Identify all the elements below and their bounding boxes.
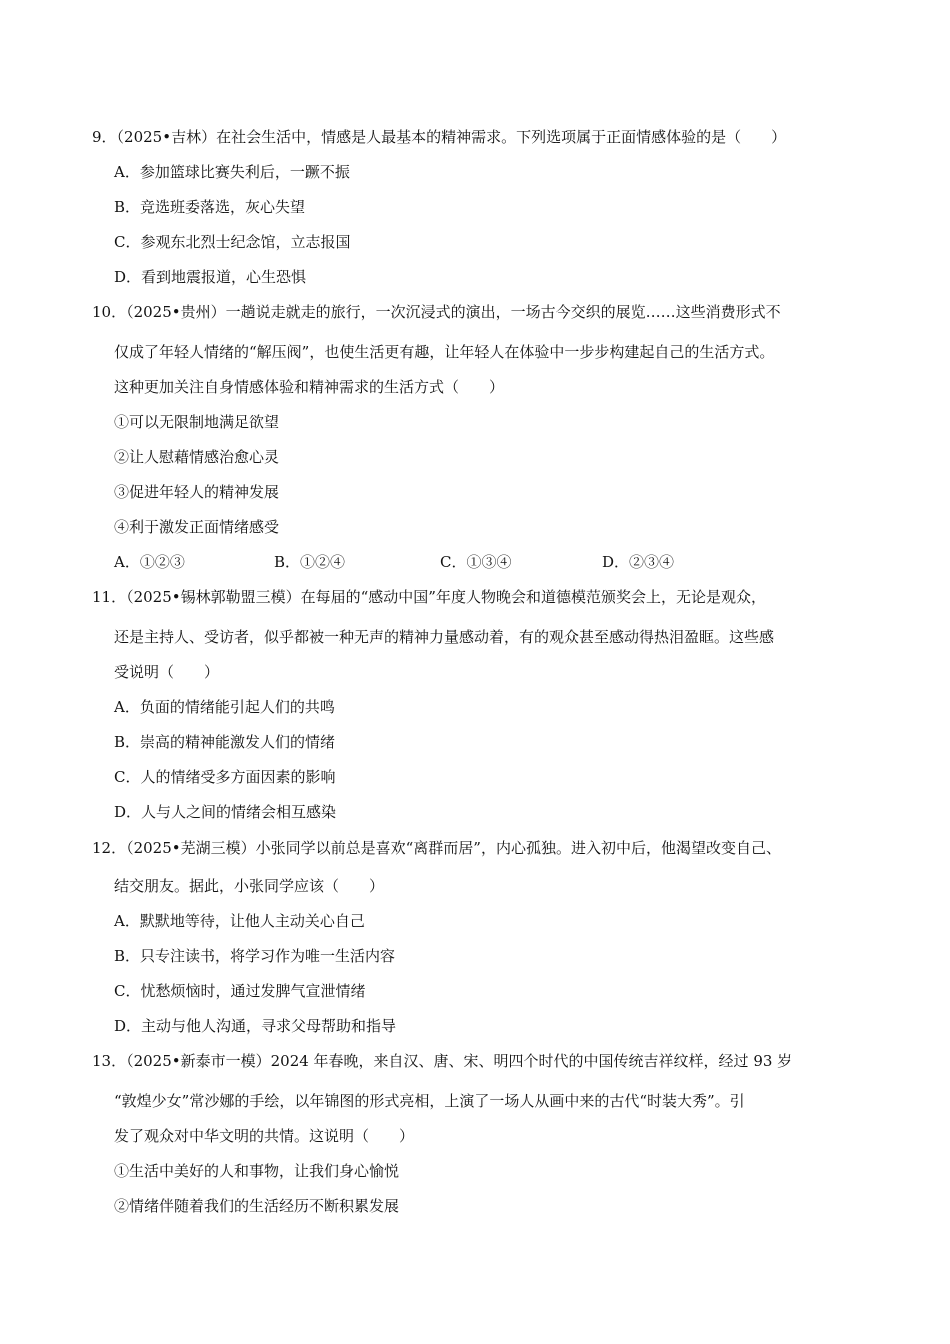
question-11-option-a: A．负面的情绪能引起人们的共鸣	[114, 698, 335, 716]
question-10-option-b: B．①②④	[274, 553, 346, 571]
question-10-option-c: C．①③④	[440, 553, 512, 571]
question-13-statement-1: ①生活中美好的人和事物，让我们身心愉悦	[114, 1162, 400, 1180]
question-9-option-c: C．参观东北烈士纪念馆，立志报国	[114, 233, 351, 251]
question-10-stem-line-3: 这种更加关注自身情感体验和精神需求的生活方式（ ）	[114, 378, 505, 396]
question-12-stem-line-1: 12．（2025•芜湖三模）小张同学以前总是喜欢“离群而居”，内心孤独。进入初中后，他渴望改变自己、	[92, 839, 781, 857]
question-11-option-b: B．崇高的精神能激发人们的情绪	[114, 733, 336, 751]
question-10-option-a: A．①②③	[114, 553, 185, 571]
question-11-option-d: D．人与人之间的情绪会相互感染	[114, 803, 337, 821]
question-12-option-b: B．只专注读书，将学习作为唯一生活内容	[114, 947, 396, 965]
question-11-option-c: C．人的情绪受多方面因素的影响	[114, 768, 336, 786]
question-9-option-b: B．竞选班委落选，灰心失望	[114, 198, 306, 216]
question-13-stem-line-3: 发了观众对中华文明的共情。这说明（ ）	[114, 1127, 415, 1145]
question-10-statement-3: ③促进年轻人的精神发展	[114, 483, 280, 501]
question-9-option-d: D．看到地震报道，心生恐惧	[114, 268, 307, 286]
question-13-stem-line-1: 13．（2025•新泰市一模）2024 年春晚，来自汉、唐、宋、明四个时代的中国传统吉祥纹样，经过 93 岁	[92, 1052, 793, 1070]
question-12-option-a: A．默默地等待，让他人主动关心自己	[114, 912, 365, 930]
question-10-statement-2: ②让人慰藉情感治愈心灵	[114, 448, 280, 466]
question-11-stem-line-3: 受说明（ ）	[114, 663, 220, 681]
question-9-stem: 9．（2025•吉林）在社会生活中，情感是人最基本的精神需求。下列选项属于正面情感体验的是（ ）	[92, 128, 787, 146]
question-12-option-d: D．主动与他人沟通，寻求父母帮助和指导	[114, 1017, 397, 1035]
question-12-stem-line-2: 结交朋友。据此，小张同学应该（ ）	[114, 877, 385, 895]
question-10-statement-4: ④利于激发正面情绪感受	[114, 518, 280, 536]
question-12-option-c: C．忧愁烦恼时，通过发脾气宣泄情绪	[114, 982, 366, 1000]
question-9-option-a: A．参加篮球比赛失利后，一蹶不振	[114, 163, 350, 181]
question-13-statement-2: ②情绪伴随着我们的生活经历不断积累发展	[114, 1197, 400, 1215]
question-11-stem-line-1: 11．（2025•锡林郭勒盟三模）在每届的“感动中国”年度人物晚会和道德模范颁奖会上，无论是观众，	[92, 588, 766, 606]
question-10-option-d: D．②③④	[602, 553, 675, 571]
question-10-stem-line-1: 10．（2025•贵州）一趟说走就走的旅行，一次沉浸式的演出，一场古今交织的展览……这些消费形式不	[92, 303, 781, 321]
question-10-statement-1: ①可以无限制地满足欲望	[114, 413, 280, 431]
question-10-options	[114, 552, 814, 572]
question-10-stem-line-2: 仅成了年轻人情绪的“解压阀”，也使生活更有趣，让年轻人在体验中一步步构建起自己的生活方式。	[114, 343, 775, 361]
question-11-stem-line-2: 还是主持人、受访者，似乎都被一种无声的精神力量感动着，有的观众甚至感动得热泪盈眶。这些感	[114, 628, 775, 646]
question-13-stem-line-2: “敦煌少女”常沙娜的手绘，以年锦图的形式亮相，上演了一场人从画中来的古代“时装大秀”。引	[114, 1092, 745, 1110]
